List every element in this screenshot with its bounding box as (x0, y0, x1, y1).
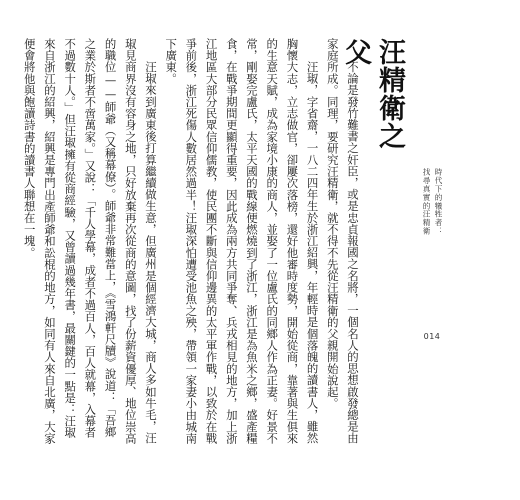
chapter-title: 汪精衛之父 (340, 38, 405, 150)
running-head-line-2: 找尋真實的汪精衛 (422, 168, 431, 236)
paragraph-1: 不論是發竹難書之奸臣，或是忠貞報國之名將，一個名人的思想啟發總是由家庭所成。同理，要研究汪精衛，就不得不先從汪精衛的父親開始說起。 (325, 38, 360, 444)
paragraph-3: 汪琡來到廣東後打算繼續做生意，但廣州是個經濟大城，商人多如牛毛，汪琡見商界沒有容身之地，只好放棄再次從商的意圖，找了份薪資優厚、地位崇高的職位——師爺（又稱幕僚）。師爺非常難當上，《雪鴻軒尺牘》說道：「吾鄉之業於斯者不啻萬家。」又說：「千人學幕，成者不過百人，百人就幕，入幕者不過數十人。」但汪琡擁有從商經驗，又曾讀過幾年書，最關鍵的一點是：汪琡來自浙江的紹興，紹興是專門出產師爺和訟棍的地方，如同有人來自北廣，大家便會將他與飽讀詩書的讀書人聯想在一塊。 (22, 38, 158, 444)
page-number: 014 (423, 332, 441, 341)
running-head-line-1: 時代下的犧牲者： (434, 168, 443, 236)
paragraph-2: 汪琡，字省齋，一八二四年生於浙江紹興，年輕時是個落魄的讀書人，雖然胸懷大志，立志做官，卻屢次落榜，還好他審時度勢，開始從商，靠著與生俱來的生意天賦，成為家境小康的商人，並娶了一位盧氏的同鄉人作為正妻。好景不常，剛娶完盧氏，太平天國的戰線便燃燒到了浙江，浙江是為魚米之鄉，盛產糧食，在戰爭期間更顯得重要，因此成為兩方共同爭奪、兵戎相見的地方，加上浙江地區大部分民眾信仰儒教，使民團不斷與信仰邊異的太平軍作戰，以致於在戰爭前後，浙江死傷人數居然過半！汪琡深怕遭受池魚之殃，帶領一家妻小由城南下廣東。 (164, 38, 320, 444)
body-text (22, 38, 363, 445)
running-head (418, 168, 444, 318)
